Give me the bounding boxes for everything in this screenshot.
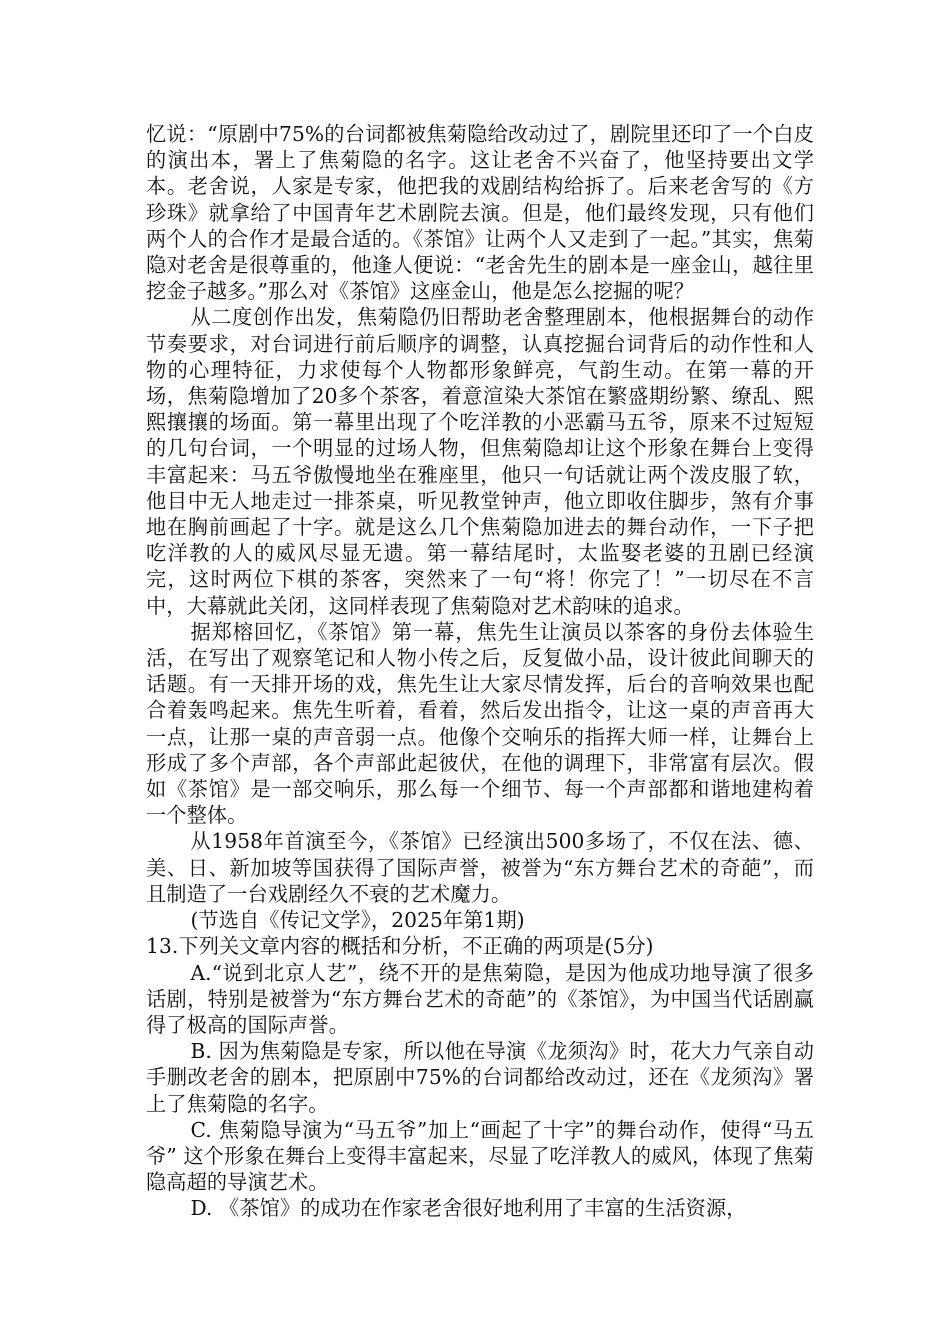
article-paragraph-4: 从1958年首演至今，《茶馆》已经演出500多场了，不仅在法、德、美、日、新加坡等国获得了国际声誉，被誉为“东方舞台艺术的奇葩”，而且制造了一台戏剧经久不衰的艺术魔力。 [146,829,814,906]
article-paragraph-3: 据郑榕回忆，《茶馆》第一幕，焦先生让演员以茶客的身份去体验生活，在写出了观察笔记和人物小传之后，反复做小品，设计彼此间聊天的话题。有一天排开场的戏，焦先生让大家尽情发挥，后台的音响效果也配合着轰鸣起来。焦先生听着，看着，然后发出指令，让这一桌的声音再大一点，让那一桌的声音弱一点。他像个交响乐的指挥大师一样，让舞台上形成了多个声部，各个声部此起彼伏，在他的调理下，非常富有层次。假如《茶馆》是一部交响乐，那么每一个细节、每一个声部都和谐地建构着一个整体。 [146,619,814,828]
option-a: A.“说到北京人艺”，绕不开的是焦菊隐，是因为他成功地导演了很多话剧，特别是被誉为“东方舞台艺术的奇葩”的《茶馆》，为中国当代话剧赢得了极高的国际声誉。 [146,960,814,1037]
article-paragraph-1: 忆说：“原剧中75%的台词都被焦菊隐给改动过了，剧院里还印了一个白皮的演出本，署上了焦菊隐的名字。这让老舍不兴奋了，他坚持要出文学本。老舍说，人家是专家，他把我的戏剧结构给拆了。后来老舍写的《方珍珠》就拿给了中国青年艺术剧院去演。但是，他们最终发现，只有他们两个人的合作才是最合适的。《茶馆》让两个人又走到了一起。”其实，焦菊隐对老舍是很尊重的，他逢人便说：“老舍先生的剧本是一座金山，越往里挖金子越多。”那么对《茶馆》这座金山，他是怎么挖掘的呢？ [146,122,814,304]
option-d: D. 《茶馆》的成功在作家老舍很好地利用了丰富的生活资源， [190,1196,747,1221]
article-source: (节选自《传记文学》，2025年第1期) [190,908,525,933]
option-c: C. 焦菊隐导演为“马五爷”加上“画起了十字”的舞台动作，使得“马五爷” 这个形象在舞台上变得丰富起来，尽显了吃洋教人的威风，体现了焦菊隐高超的导演艺术。 [146,1117,814,1195]
question-stem: 13.下列关文章内容的概括和分析，不正确的两项是(5分) [146,934,654,959]
document-page [146,121,814,1222]
option-b: B. 因为焦菊隐是专家，所以他在导演《龙须沟》时，花大力气亲自动手删改老舍的剧本，把原剧中75%的台词都给改动过，还在《龙须沟》署上了焦菊隐的名字。 [146,1039,814,1116]
article-paragraph-2: 从二度创作出发，焦菊隐仍旧帮助老舍整理剧本，他根据舞台的动作节奏要求，对台词进行前后顺序的调整，认真挖掘台词背后的动作性和人物的心理特征，力求使每个人物都形象鲜亮，气韵生动。在第一幕的开场，焦菊隐增加了20多个茶客，着意渲染大茶馆在繁盛期纷繁、缭乱、熙熙攘攘的场面。第一幕里出现了个吃洋教的小恶霸马五爷，原来不过短短的几句台词，一个明显的过场人物，但焦菊隐却让这个形象在舞台上变得丰富起来：马五爷傲慢地坐在雅座里，他只一句话就让两个泼皮服了软，他目中无人地走过一排茶桌，听见教堂钟声，他立即收住脚步，煞有介事地在胸前画起了十字。就是这么几个焦菊隐加进去的舞台动作，一下子把吃洋教的人的威风尽显无遗。第一幕结尾时，太监娶老婆的丑剧已经演完，这时两位下棋的茶客，突然来了一句“将！你完了！”一切尽在不言中，大幕就此关闭，这同样表现了焦菊隐对艺术韵味的追求。 [146,305,814,618]
